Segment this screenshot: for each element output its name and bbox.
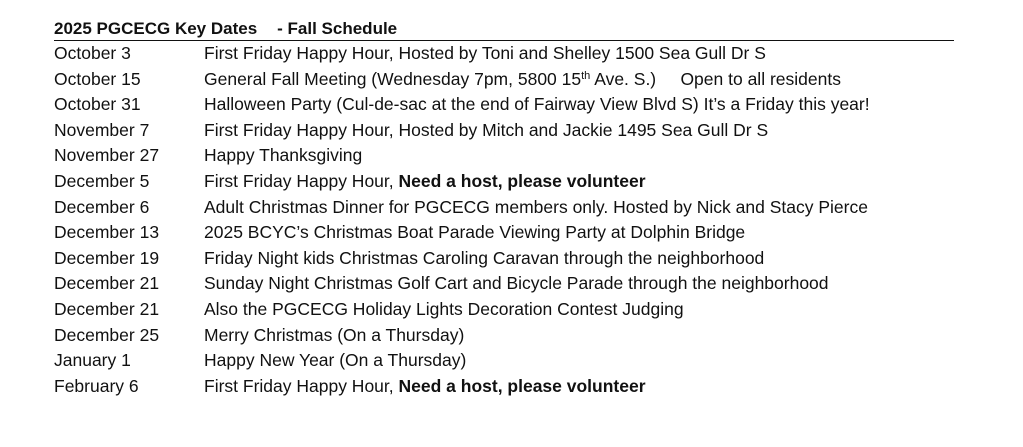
event-description: Friday Night kids Christmas Caroling Caravan through the neighborhood xyxy=(204,247,765,268)
event-date: December 19 xyxy=(54,247,160,268)
event-description xyxy=(204,169,954,195)
event-date: December 6 xyxy=(54,196,150,217)
event-row xyxy=(54,297,954,323)
event-description: Merry Christmas (On a Thursday) xyxy=(204,324,465,345)
volunteer-request: Need a host, please volunteer xyxy=(398,170,646,191)
event-description: First Friday Happy Hour, Hosted by Toni and Shelley 1500 Sea Gull Dr S xyxy=(204,43,766,63)
event-description: Happy Thanksgiving xyxy=(204,145,363,166)
event-row xyxy=(54,92,954,118)
event-date: October 3 xyxy=(54,43,131,63)
event-date: January 1 xyxy=(54,350,131,371)
event-row xyxy=(54,67,954,93)
event-row xyxy=(54,348,954,374)
ordinal-suffix: th xyxy=(581,69,591,82)
event-date: October 15 xyxy=(54,68,141,89)
schedule-document xyxy=(54,18,954,399)
event-row xyxy=(54,220,954,246)
event-date: October 31 xyxy=(54,94,141,115)
event-description: 2025 BCYC’s Christmas Boat Parade Viewing Party at Dolphin Bridge xyxy=(204,222,746,243)
event-row xyxy=(54,169,954,195)
event-description: First Friday Happy Hour, Hosted by Mitch and Jackie 1495 Sea Gull Dr S xyxy=(204,119,769,140)
event-date: February 6 xyxy=(54,375,139,396)
event-date: December 5 xyxy=(54,170,150,191)
event-date: December 13 xyxy=(54,222,160,243)
event-description xyxy=(204,67,954,93)
event-description xyxy=(204,374,954,400)
event-description-part: First Friday Happy Hour, xyxy=(204,375,399,396)
event-description: Also the PGCECG Holiday Lights Decoration Contest Judging xyxy=(204,298,684,319)
event-description: Adult Christmas Dinner for PGCECG members only. Hosted by Nick and Stacy Pierce xyxy=(204,196,868,217)
event-description: Happy New Year (On a Thursday) xyxy=(204,350,467,371)
event-description-part: General Fall Meeting (Wednesday 7pm, 5800 15 xyxy=(204,68,582,89)
event-description-part: First Friday Happy Hour, xyxy=(204,170,399,191)
event-row xyxy=(54,118,954,144)
event-description: Sunday Night Christmas Golf Cart and Bicycle Parade through the neighborhood xyxy=(204,273,829,294)
event-row xyxy=(54,41,954,67)
event-row xyxy=(54,195,954,221)
schedule-subtitle: - Fall Schedule xyxy=(277,19,398,38)
schedule-title: 2025 PGCECG Key Dates xyxy=(54,19,258,38)
event-row xyxy=(54,374,954,400)
event-row xyxy=(54,323,954,349)
volunteer-request: Need a host, please volunteer xyxy=(398,375,646,396)
event-description-part: Ave. S.) Open to all residents xyxy=(590,68,841,89)
event-date: November 27 xyxy=(54,145,160,166)
event-date: December 25 xyxy=(54,324,160,345)
schedule-heading xyxy=(54,18,954,41)
event-date: November 7 xyxy=(54,119,150,140)
event-row xyxy=(54,271,954,297)
event-date: December 21 xyxy=(54,273,160,294)
event-date: December 21 xyxy=(54,298,160,319)
event-row xyxy=(54,143,954,169)
event-description: Halloween Party (Cul-de-sac at the end of Fairway View Blvd S) It’s a Friday this year! xyxy=(204,94,870,115)
event-row xyxy=(54,246,954,272)
